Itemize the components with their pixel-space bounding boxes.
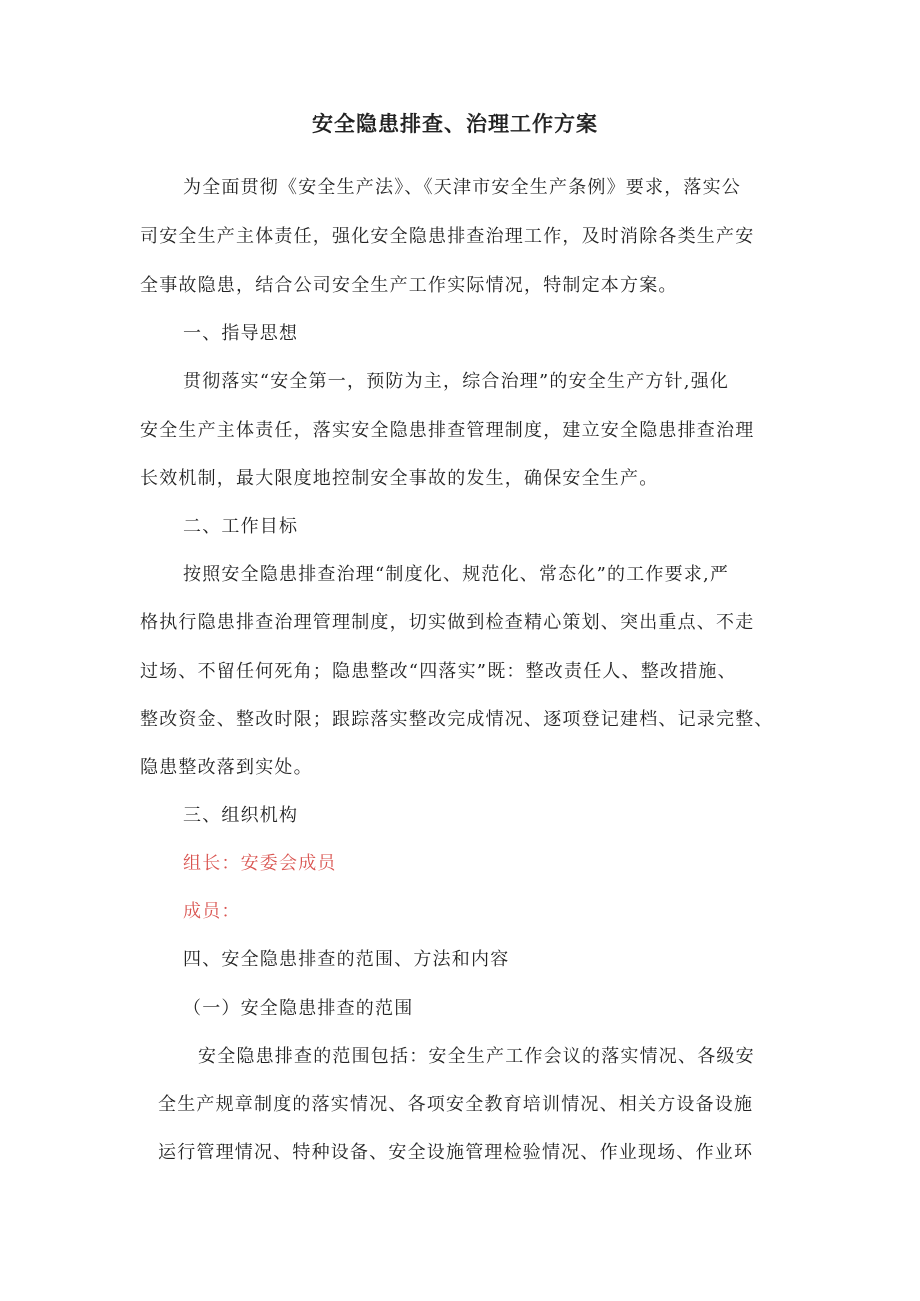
leader-line: 组长：安委会成员	[183, 853, 337, 874]
section4-line-2: 全生产规章制度的落实情况、各项安全教育培训情况、相关方设备设施	[158, 1094, 754, 1115]
section1-line-1: 贯彻落实“安全第一，预防为主，综合治理”的安全生产方针,强化	[183, 371, 730, 392]
section1-line-3: 长效机制，最大限度地控制安全事故的发生，确保安全生产。	[140, 468, 659, 489]
section1-heading: 一、指导思想	[183, 323, 299, 344]
intro-line-2: 司安全生产主体责任，强化安全隐患排查治理工作，及时消除各类生产安	[140, 226, 755, 247]
section2-line-1: 按照安全隐患排查治理“制度化、规范化、常态化”的工作要求,严	[183, 564, 730, 585]
intro-line-3: 全事故隐患，结合公司安全生产工作实际情况，特制定本方案。	[140, 275, 678, 296]
section3-heading: 三、组织机构	[183, 805, 299, 826]
intro-line-1: 为全面贯彻《安全生产法》、《天津市安全生产条例》要求，落实公	[183, 177, 741, 198]
section2-line-4: 整改资金、整改时限；跟踪落实整改完成情况、逐项登记建档、记录完整、	[140, 709, 774, 730]
section2-line-2: 格执行隐患排查治理管理制度，切实做到检查精心策划、突出重点、不走	[140, 612, 755, 633]
document-title: 安全隐患排查、治理工作方案	[312, 112, 598, 136]
section4-line-3: 运行管理情况、特种设备、安全设施管理检验情况、作业现场、作业环	[158, 1142, 754, 1163]
section4-line-1: 安全隐患排查的范围包括：安全生产工作会议的落实情况、各级安	[198, 1046, 755, 1067]
section2-line-3: 过场、不留任何死角；隐患整改“四落实”既：整改责任人、整改措施、	[140, 661, 737, 682]
section4-heading: 四、安全隐患排查的范围、方法和内容	[183, 949, 510, 970]
members-line: 成员：	[183, 901, 241, 922]
section2-line-5: 隐患整改落到实处。	[140, 757, 313, 778]
section1-line-2: 安全生产主体责任，落实安全隐患排查管理制度，建立安全隐患排查治理	[140, 420, 755, 441]
section4-subheading: （一）安全隐患排查的范围	[183, 998, 414, 1019]
section2-heading: 二、工作目标	[183, 516, 299, 537]
